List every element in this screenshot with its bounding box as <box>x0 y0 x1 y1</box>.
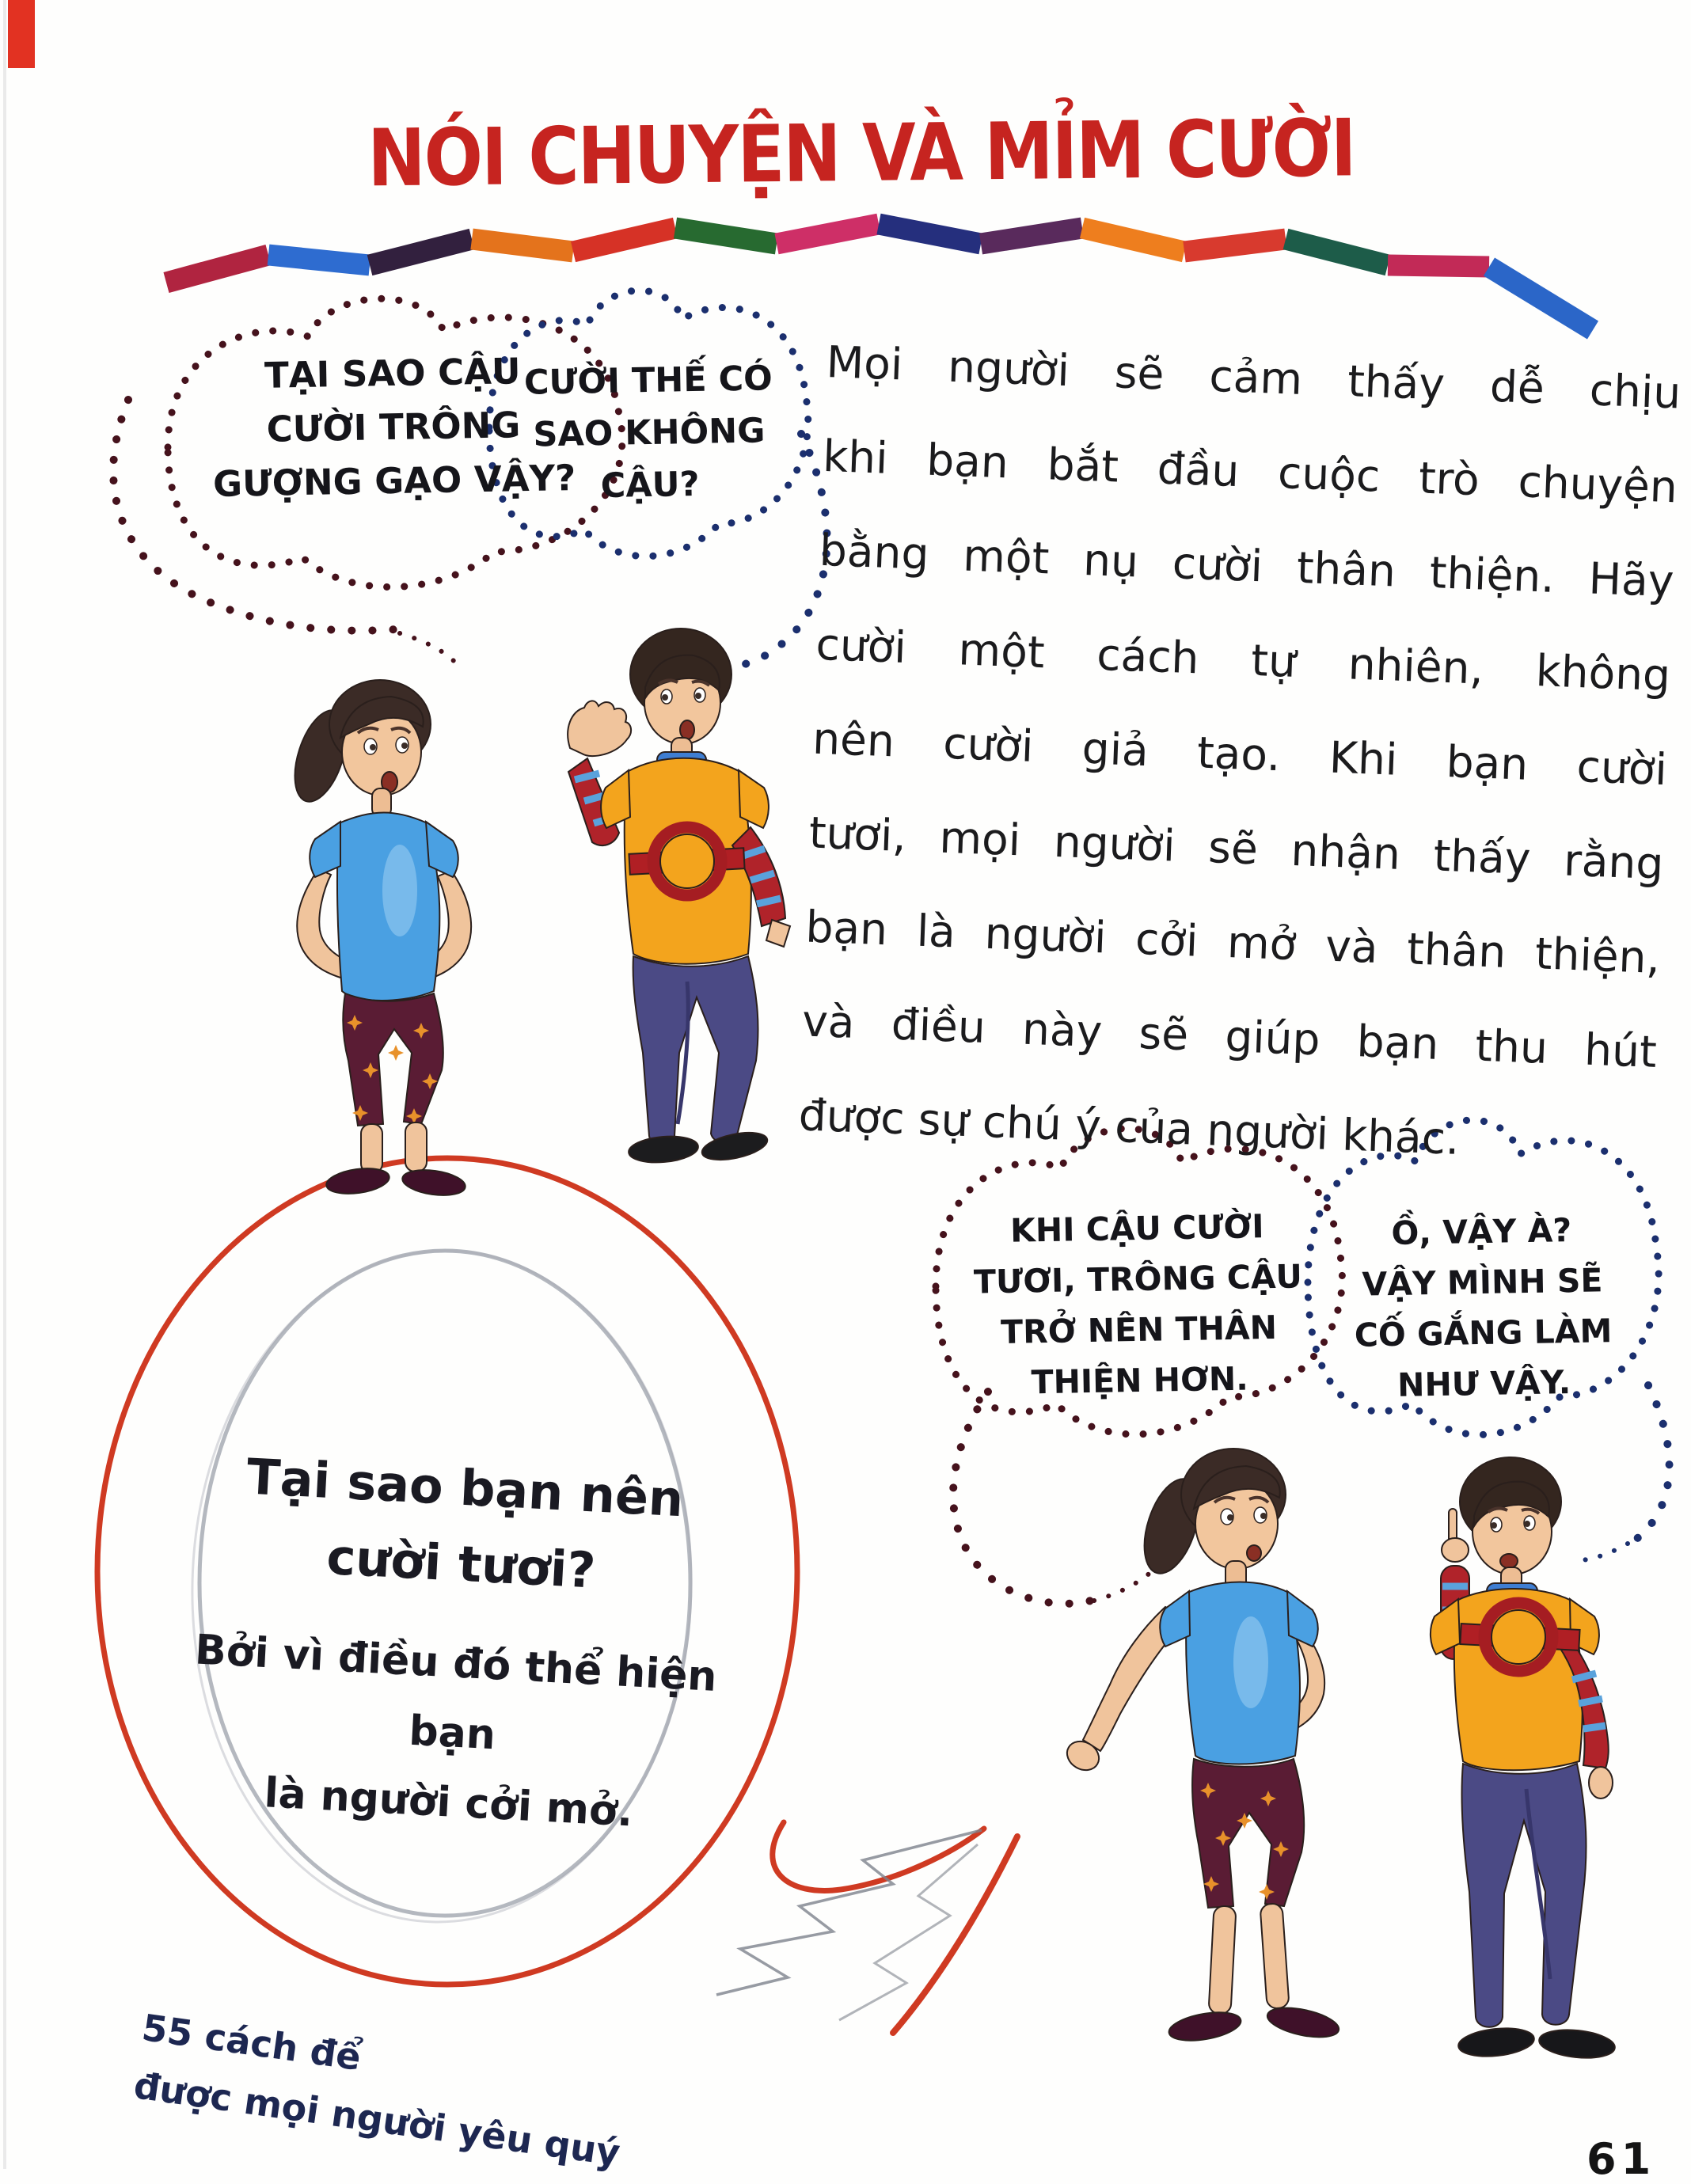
paragraph-line: được sự chú ý của người khác. <box>797 1089 1461 1164</box>
footer-line: được mọi người yêu quý <box>131 2064 623 2175</box>
thought-trail-boy-bottom-small <box>1571 1544 1628 1561</box>
boy-shoe <box>628 1134 699 1165</box>
paragraph-line: và điều này sẽ giúp bạn thu hút <box>801 995 1658 1077</box>
bubble-line: CẬU? <box>600 464 700 507</box>
girl-mouth <box>1247 1545 1261 1561</box>
page-title: NÓI CHUYỆN VÀ MỈM CƯỜI <box>367 103 1356 205</box>
thought-trail-girl-bottom <box>953 1392 1091 1604</box>
boy-jeans <box>633 956 758 1145</box>
boy-mouth <box>680 720 694 739</box>
bubble-line: KHI CẬU CƯỜI <box>1009 1207 1264 1250</box>
divider-segment <box>370 239 472 265</box>
girl-leg <box>361 1124 382 1173</box>
thought-trail-girl-bottom-small <box>1094 1571 1152 1601</box>
girl-leg <box>405 1122 427 1172</box>
bubble-line: CƯỜI TRÔNG <box>266 404 521 450</box>
boy-logo-center <box>1492 1610 1545 1664</box>
boy-sleeve-stripe <box>1579 1699 1602 1704</box>
girl-shoe <box>401 1167 466 1199</box>
divider-segment <box>1489 267 1593 330</box>
thought-trail-boy-bottom <box>1632 1385 1670 1542</box>
paragraph-line: nên cười giả tạo. Khi bạn cười <box>811 712 1668 796</box>
bubble-line: TƯƠI, TRÔNG CẬU <box>973 1257 1303 1301</box>
boy-shoe <box>1537 2026 1616 2061</box>
divider-ribbon <box>166 224 1593 330</box>
boy-logo-center <box>660 834 714 888</box>
divider-segment <box>472 239 573 252</box>
divider-segment <box>1082 228 1184 252</box>
girl-shoe <box>1167 2007 1243 2045</box>
boy-pupil <box>1524 1521 1530 1527</box>
paragraph-line: cười một cách tự nhiên, không <box>815 618 1672 701</box>
bubble-line: CỐ GẮNG LÀM <box>1354 1312 1613 1354</box>
bubble-line: VẬY MÌNH SẼ <box>1362 1261 1603 1304</box>
bubble-line: GƯỢNG GẠO VẬY? <box>212 456 576 505</box>
q-answer-line: Bởi vì điều đó thể hiện bạn <box>193 1626 718 1760</box>
boy-shoe <box>1457 2025 1535 2060</box>
bubble-line: THIỆN HƠN. <box>1031 1359 1249 1402</box>
bubble-line: NHƯ VẬY. <box>1396 1363 1571 1404</box>
boy-pupil <box>662 694 668 701</box>
intro-paragraph <box>797 315 1683 1194</box>
girl-pupil <box>401 743 408 749</box>
boy-jeans <box>1461 1764 1586 2027</box>
divider-segment <box>777 224 879 244</box>
divider-segment <box>879 224 981 244</box>
girl-shoe <box>1265 2003 1342 2042</box>
boy-sleeve-stripe <box>1583 1726 1606 1729</box>
boy-hand <box>1589 1767 1613 1798</box>
thought-trail-girl-top-small <box>400 633 461 669</box>
boy-mouth <box>1500 1554 1518 1568</box>
boy-raised-hand <box>568 701 631 756</box>
footer-line: 55 cách để <box>139 2005 364 2080</box>
q-section-text <box>178 1436 736 1852</box>
divider-segment <box>1286 239 1388 265</box>
girl-leg <box>1208 1905 1236 2014</box>
thought-bubble-boy-bottom-text <box>1317 1203 1648 1411</box>
illustration-top-boy <box>568 629 790 1165</box>
q-answer-line: là người cởi mở. <box>263 1769 634 1836</box>
girl-sleeve <box>1160 1591 1190 1647</box>
q-tail-stroke <box>893 1836 1017 2033</box>
bubble-line: SAO KHÔNG <box>533 411 766 455</box>
paragraph-line: bạn là người cởi mở và thân thiện, <box>804 901 1662 984</box>
girl-leg <box>1260 1903 1289 2009</box>
q-question-line: Tại sao bạn nên <box>245 1447 686 1529</box>
divider-segment <box>166 255 268 283</box>
girl-shirt-highlight <box>382 845 417 936</box>
thought-bubble-girl-bottom-text <box>956 1200 1320 1409</box>
illustration-bottom-boy <box>1431 1457 1617 2061</box>
divider-segment <box>981 228 1082 244</box>
divider-segment <box>1388 265 1489 267</box>
boy-sleeve <box>601 770 630 828</box>
girl-shoe <box>325 1165 390 1198</box>
girl-pupil <box>370 744 376 750</box>
paragraph-line: bằng một nụ cười thân thiện. Hãy <box>818 524 1675 607</box>
boy-pupil <box>1491 1522 1497 1529</box>
bubble-line: TẠI SAO CẬU <box>264 350 521 397</box>
girl-sleeve <box>310 822 340 877</box>
divider-segment <box>573 228 675 252</box>
girl-shirt-highlight <box>1233 1616 1268 1708</box>
page-number: 61 <box>1586 2134 1656 2184</box>
paragraph-line: tươi, mọi người sẽ nhận thấy rằng <box>808 807 1665 890</box>
paragraph-line: Mọi người sẽ cảm thấy dễ chịu <box>825 336 1682 419</box>
bubble-line: CƯỜI THẾ CÓ <box>523 359 773 403</box>
corner-red-tab <box>8 0 35 68</box>
thought-bubble-boy-top-text <box>502 352 796 514</box>
girl-pupil <box>1227 1514 1233 1521</box>
divider-segment <box>1184 239 1286 252</box>
boy-fist <box>1442 1538 1469 1562</box>
illustration-bottom-girl <box>1062 1449 1341 2045</box>
divider-segment <box>675 228 777 244</box>
q-question-line: cười tươi? <box>325 1527 598 1600</box>
bubble-line: Ồ, VẬY À? <box>1391 1211 1572 1252</box>
divider-segment <box>268 255 370 265</box>
paragraph-line: khi bạn bắt đầu cuộc trò chuyện <box>822 430 1678 513</box>
bubble-line: TRỞ NÊN THÂN <box>1000 1308 1278 1352</box>
girl-pupil <box>1260 1513 1267 1519</box>
boy-pupil <box>695 693 701 699</box>
girl-capri-pants <box>343 993 443 1126</box>
illustration-top-girl <box>285 680 471 1198</box>
